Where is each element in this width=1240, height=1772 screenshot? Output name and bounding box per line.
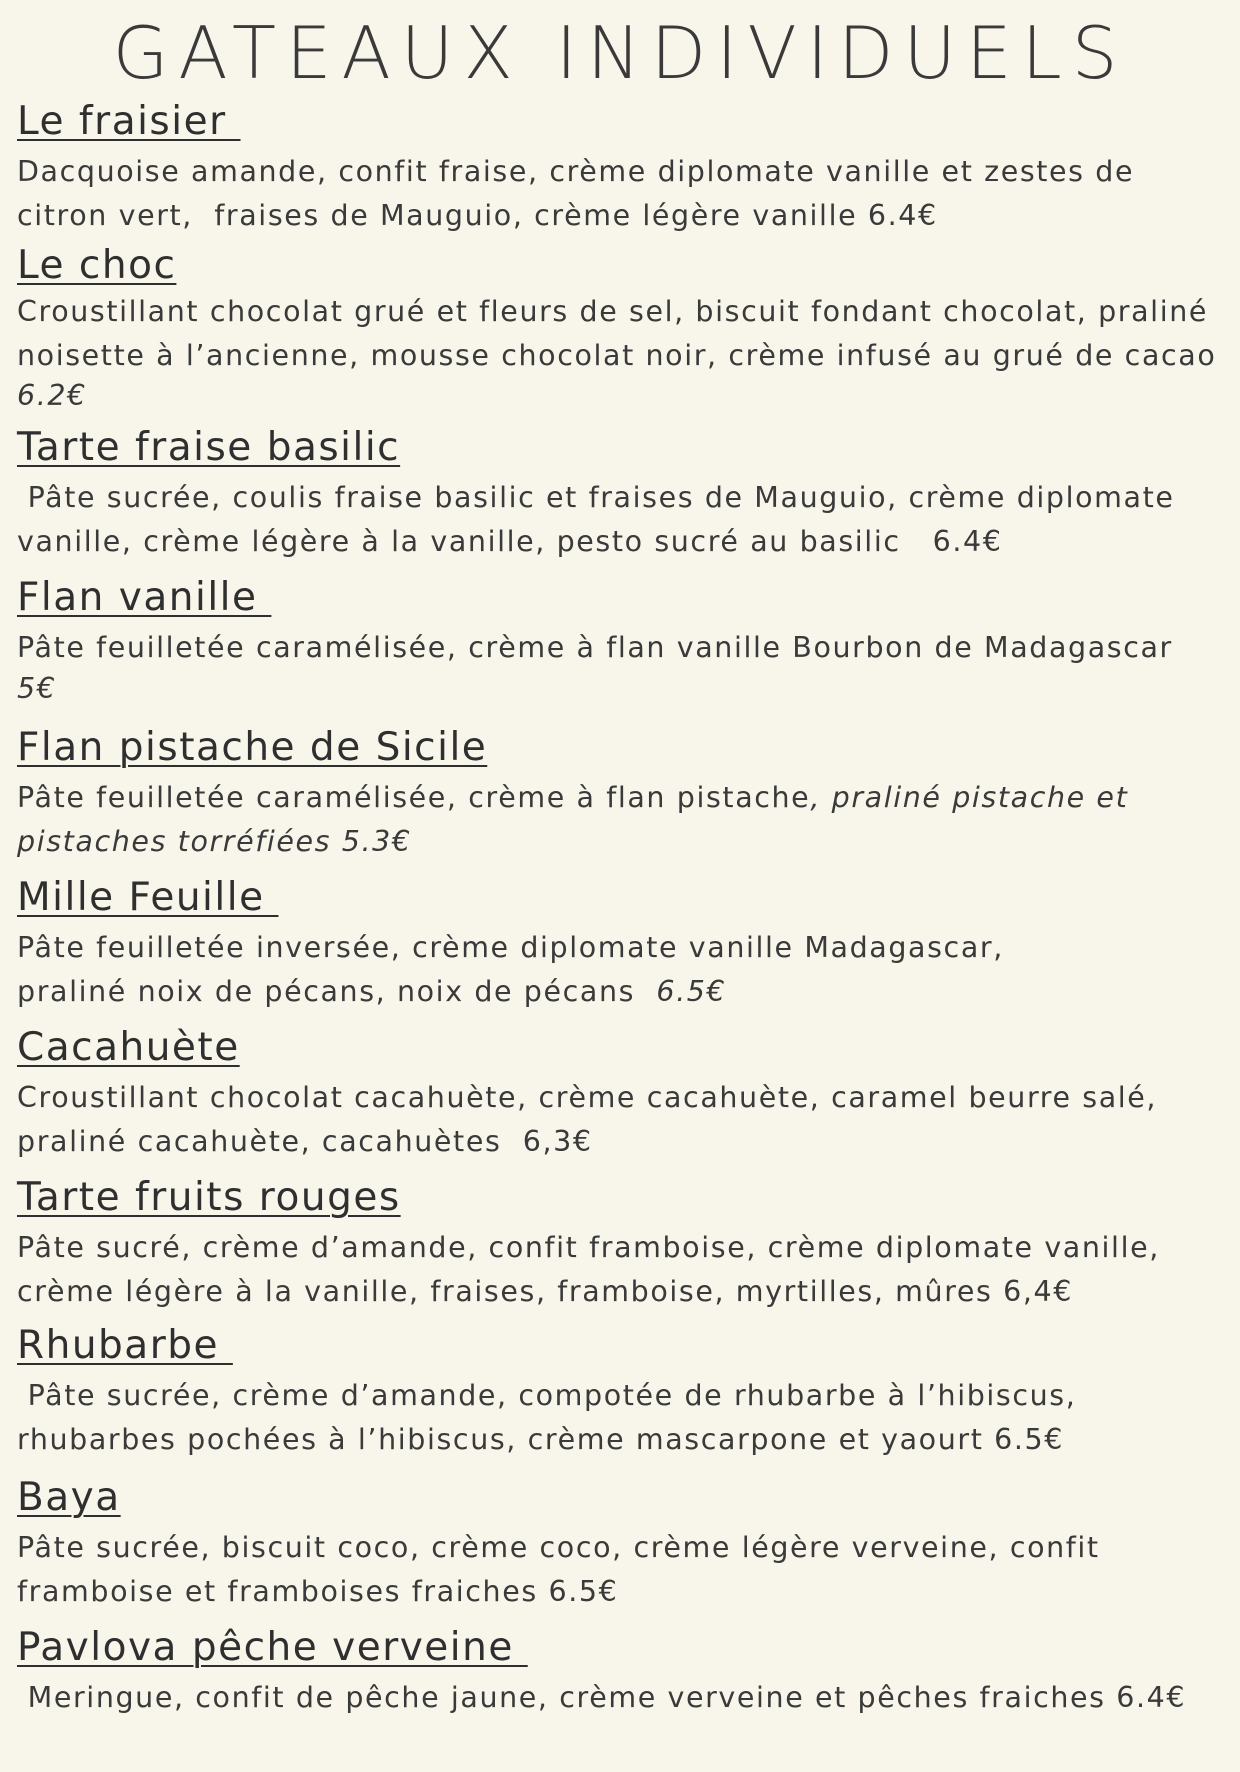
item-description-line: Pâte feuilletée inversée, crème diplomate vanille Madagascar, (17, 931, 1004, 964)
menu-item-choc (17, 242, 1232, 414)
item-name: Pavlova pêche verveine (17, 1625, 528, 1670)
item-name: Le fraisier (17, 99, 241, 144)
menu-item-tarte-fruits-rouges (17, 1174, 1232, 1314)
item-price: 6.2€ (17, 379, 87, 412)
item-description-line: noisette à l’ancienne, mousse chocolat noir, crème infusé au grué de cacao (17, 339, 1217, 372)
item-description-line: Croustillant chocolat grué et fleurs de sel, biscuit fondant chocolat, praliné (17, 295, 1209, 328)
menu-item-rhubarbe (17, 1322, 1232, 1462)
item-description-line: Pâte sucrée, coulis fraise basilic et fraises de Mauguio, crème diplomate (17, 481, 1175, 514)
item-description-text: Pâte feuilletée caramélisée, crème à flan pistache (17, 781, 811, 814)
item-description-line: vanille, crème légère à la vanille, pesto sucré au basilic 6.4€ (17, 525, 1003, 558)
menu-item-cacahuete (17, 1024, 1232, 1164)
menu-item-baya (17, 1474, 1232, 1614)
item-name: Tarte fraise basilic (17, 425, 401, 470)
item-description-line: praliné cacahuète, cacahuètes 6,3€ (17, 1125, 593, 1158)
item-name: Flan pistache de Sicile (17, 725, 488, 770)
item-description-line: Dacquoise amande, confit fraise, crème diplomate vanille et zestes de (17, 155, 1135, 188)
item-description-line: Pâte sucré, crème d’amande, confit framboise, crème diplomate vanille, (17, 1231, 1160, 1264)
item-description-line (17, 970, 1232, 1014)
menu-item-mille-feuille (17, 874, 1232, 1014)
item-description-line: Pâte sucrée, biscuit coco, crème coco, crème légère verveine, confit (17, 1531, 1100, 1564)
menu-item-flan-vanille (17, 574, 1232, 708)
item-description-line: framboise et framboises fraiches 6.5€ (17, 1575, 619, 1608)
item-description-line (17, 776, 1232, 820)
item-name: Cacahuète (17, 1025, 240, 1070)
item-description-italic: , praliné pistache et (810, 781, 1129, 814)
item-price: 6.5€ (656, 975, 727, 1008)
menu-item-fraisier (17, 98, 1232, 238)
menu-item-tarte-fraise-basilic (17, 424, 1232, 564)
item-description-line: Pâte feuilletée caramélisée, crème à flan vanille Bourbon de Madagascar (17, 631, 1173, 664)
item-name: Rhubarbe (17, 1323, 233, 1368)
item-description-line: rhubarbes pochées à l’hibiscus, crème mascarpone et yaourt 6.5€ (17, 1423, 1064, 1456)
item-name: Flan vanille (17, 575, 272, 620)
item-price: 5€ (17, 672, 57, 705)
item-description-line: Pâte sucrée, crème d’amande, compotée de rhubarbe à l’hibiscus, (17, 1379, 1077, 1412)
item-name: Baya (17, 1475, 121, 1520)
item-description-line: Croustillant chocolat cacahuète, crème cacahuète, caramel beurre salé, (17, 1081, 1158, 1114)
item-name: Tarte fruits rouges (17, 1175, 401, 1220)
item-description-line: crème légère à la vanille, fraises, framboise, myrtilles, mûres 6,4€ (17, 1275, 1073, 1308)
item-name: Le choc (17, 243, 177, 288)
item-description-line: citron vert, fraises de Mauguio, crème légère vanille 6.4€ (17, 199, 938, 232)
menu-item-flan-pistache (17, 724, 1232, 864)
item-name: Mille Feuille (17, 875, 279, 920)
item-description-text: praliné noix de pécans, noix de pécans (17, 975, 657, 1008)
menu-item-pavlova (17, 1624, 1232, 1720)
item-description-line: Meringue, confit de pêche jaune, crème verveine et pêches fraiches 6.4€ (17, 1681, 1187, 1714)
page-title: GATEAUX INDIVIDUELS (112, 11, 1128, 95)
item-description-line: pistaches torréfiées 5.3€ (17, 825, 412, 858)
